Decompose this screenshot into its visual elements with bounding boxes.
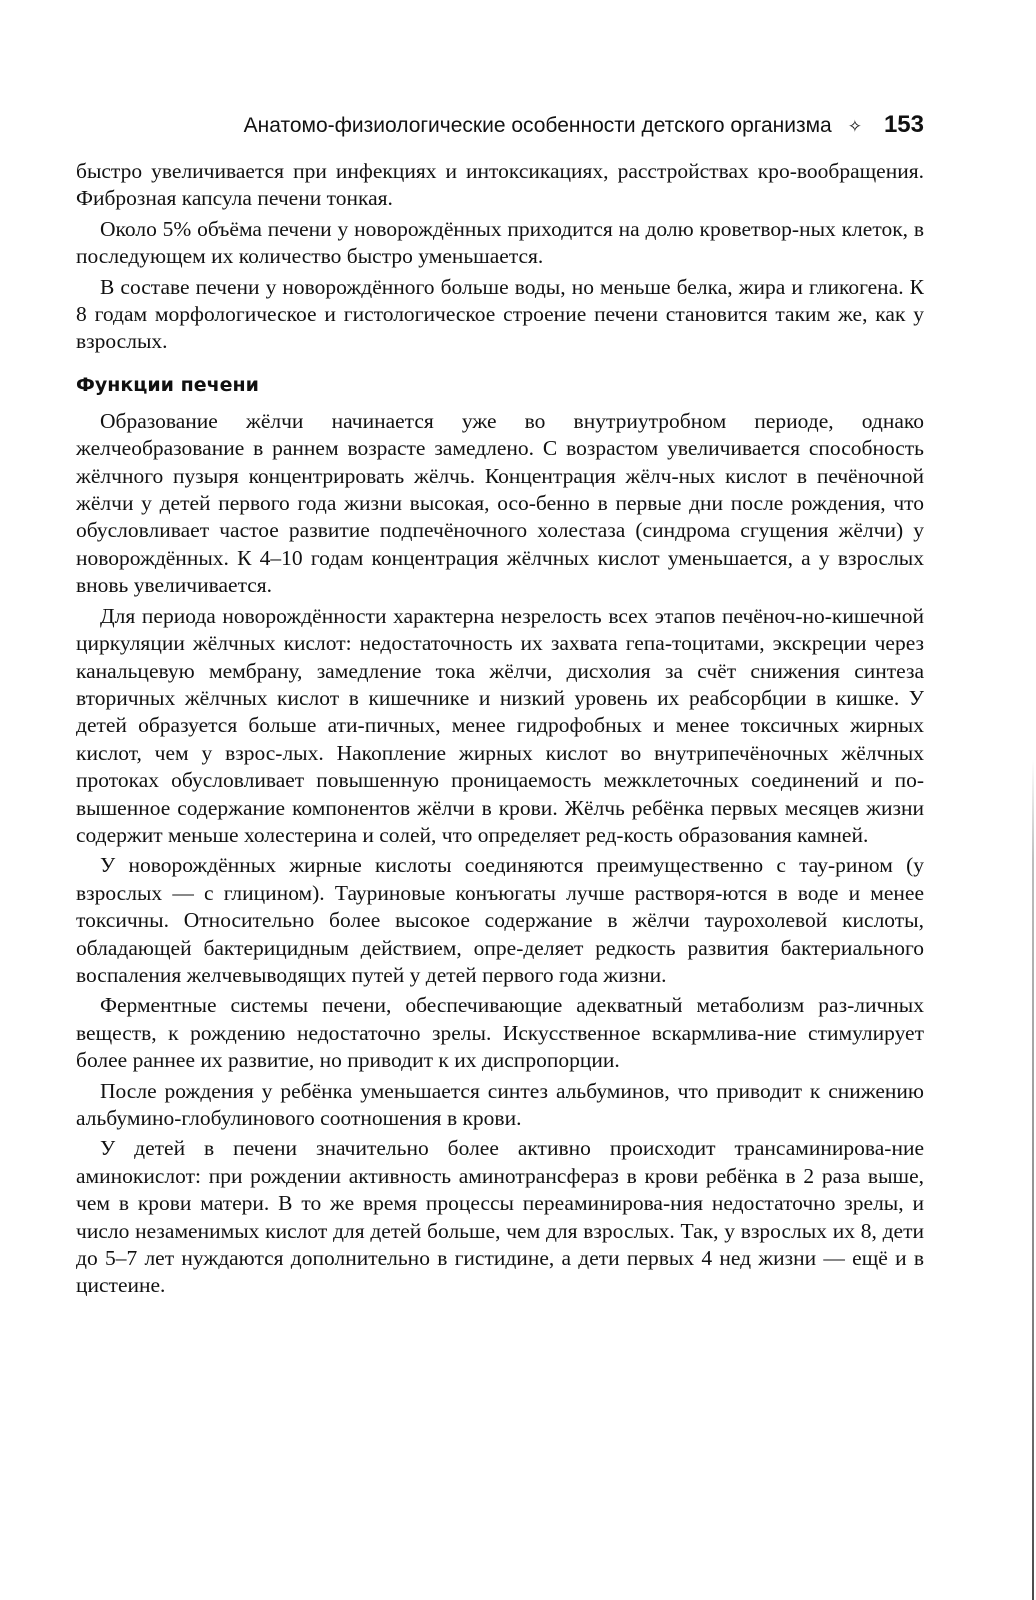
book-page <box>76 100 924 1303</box>
paragraph: У детей в печени значительно более активно происходит трансаминирова-ние аминокислот: при рождении активность аминотрансфераз в крови ребёнка в 2 раза выше, чем в крови матери. В то же время процессы переаминирова-ния недостаточно зрелы, и число незаменимых кислот для детей больше, чем для взрослых. Так, у взрослых их 8, дети до 5–7 лет нуждаются дополнительно в гистидине, а дети первых 4 нед жизни — ещё и в цистеине. <box>76 1136 924 1298</box>
diamond-ornament-icon: ✧ <box>847 117 862 136</box>
body-text <box>76 158 924 1300</box>
paragraph: Для периода новорождённости характерна незрелость всех этапов печёноч-но-кишечной циркуляции жёлчных кислот: недостаточность их захвата гепа-тоцитами, экскреции через канальцевую мембрану, замедление тока жёлчи, дисхолия за счёт снижения синтеза вторичных жёлчных кислот в кишечнике и низкий уровень их реабсорбции в кишке. У детей образуется больше ати-пичных, менее гидрофобных и менее токсичных жирных кислот, чем у взрос-лых. Накопление жирных кислот во внутрипечёночных жёлчных протоках обусловливает повышенную проницаемость межклеточных соединений и по-вышенное содержание компонентов жёлчи в крови. Жёлчь ребёнка первых месяцев жизни содержит меньше холестерина и солей, что определяет ред-кость образования камней. <box>76 603 924 847</box>
section-heading: Функции печени <box>76 373 259 396</box>
running-head-title: Анатомо-физиологические особенности детского организма <box>243 114 832 137</box>
running-head <box>76 100 924 150</box>
paragraph-continuation: быстро увеличивается при инфекциях и интоксикациях, расстройствах кро-вообращения. Фиброзная капсула печени тонкая. <box>76 159 924 211</box>
paragraph: После рождения у ребёнка уменьшается синтез альбуминов, что приводит к снижению альбумино-глобулинового соотношения в крови. <box>76 1078 924 1130</box>
page-number: 153 <box>883 111 924 138</box>
scan-edge-shadow <box>1032 760 1034 1600</box>
paragraph: Образование жёлчи начинается уже во внутриутробном периоде, однако желчеобразование в раннем возрасте замедлено. С возрастом увеличивается способность жёлчного пузыря концентрировать жёлчь. Концентрация жёлч-ных кислот в печёночной жёлчи у детей первого года жизни высокая, осо-бенно в первые дни после рождения, что обусловливает частое развитие подпечёночного холестаза (синдрома сгущения жёлчи) у новорождённых. К 4–10 годам концентрация жёлчных кислот уменьшается, а у взрослых вновь увеличивается. <box>76 408 924 598</box>
paragraph: Ферментные системы печени, обеспечивающие адекватный метаболизм раз-личных веществ, к рождению недостаточно зрелы. Искусственное вскармлива-ние стимулирует более раннее их развитие, но приводит к их диспропорции. <box>76 993 924 1073</box>
paragraph: Около 5% объёма печени у новорождённых приходится на долю кроветвор-ных клеток, в последующем их количество быстро уменьшается. <box>76 216 924 269</box>
paragraph: У новорождённых жирные кислоты соединяются преимущественно с тау-рином (у взрослых — с глицином). Тауриновые конъюгаты лучше растворя-ются в воде и менее токсичны. Относительно более высокое содержание в жёлчи таурохолевой кислоты, обладающей бактерицидным действием, опре-деляет редкость развития бактериального воспаления желчевыводящих путей у детей первого года жизни. <box>76 853 924 987</box>
paragraph: В составе печени у новорождённого больше воды, но меньше белка, жира и гликогена. К 8 годам морфологическое и гистологическое строение печени становится таким же, как у взрослых. <box>76 274 924 354</box>
